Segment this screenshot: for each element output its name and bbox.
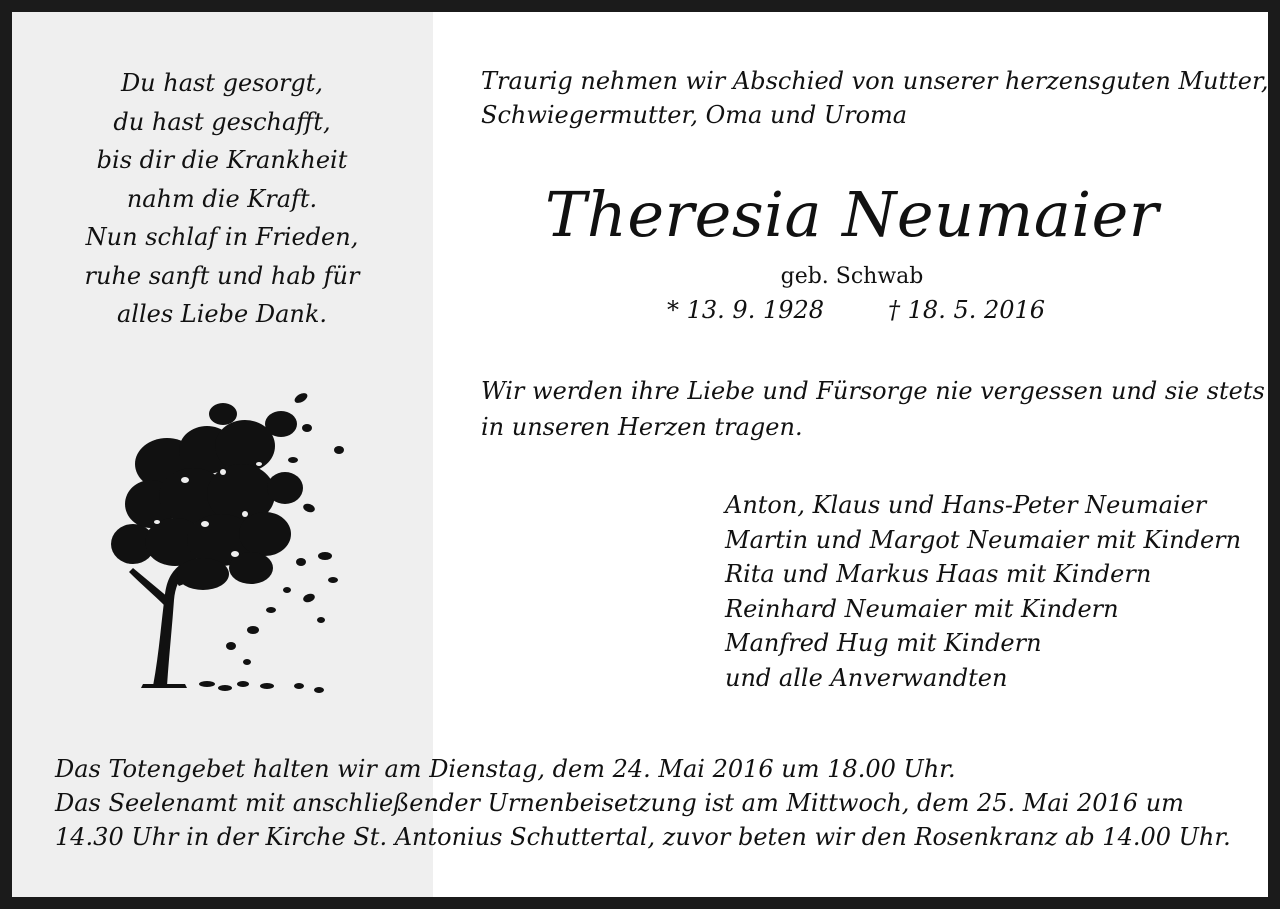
poem-line: Nun schlaf in Frieden, bbox=[85, 223, 359, 251]
poem-line: ruhe sanft und hab für bbox=[84, 261, 360, 290]
mourner: und alle Anverwandten bbox=[725, 663, 1008, 692]
deceased-name: Theresia Neumaier bbox=[545, 178, 1159, 251]
obituary-notice bbox=[12, 12, 1268, 897]
poem-line: alles Liebe Dank. bbox=[117, 300, 327, 328]
life-dates bbox=[667, 293, 1045, 327]
mourner: Rita und Markus Haas mit Kindern bbox=[725, 560, 1152, 588]
poem-line: bis dir die Krankheit bbox=[96, 146, 348, 174]
message-line: in unseren Herzen tragen. bbox=[481, 413, 803, 441]
intro-line: Schwiegermutter, Oma und Uroma bbox=[481, 101, 908, 129]
mourner: Anton, Klaus und Hans-Peter Neumaier bbox=[725, 491, 1207, 519]
mourners-list bbox=[725, 488, 1241, 695]
remembrance-message bbox=[481, 373, 1265, 445]
message-line: Wir werden ihre Liebe und Fürsorge nie vergessen und sie stets bbox=[481, 377, 1265, 405]
mourner: Martin und Margot Neumaier mit Kindern bbox=[725, 525, 1242, 554]
death-date: † 18. 5. 2016 bbox=[888, 296, 1046, 324]
mourner: Manfred Hug mit Kindern bbox=[725, 629, 1042, 657]
birth-date: * 13. 9. 1928 bbox=[667, 296, 825, 324]
intro-text bbox=[481, 64, 1268, 132]
service-line: Das Totengebet halten wir am Dienstag, dem 24. Mai 2016 um 18.00 Uhr. bbox=[55, 755, 956, 783]
tree-icon bbox=[95, 384, 345, 694]
service-details bbox=[55, 752, 1231, 854]
poem-line: nahm die Kraft. bbox=[126, 184, 318, 213]
mourner: Reinhard Neumaier mit Kindern bbox=[725, 594, 1119, 623]
poem-line: du hast geschafft, bbox=[113, 107, 331, 136]
maiden-name: geb. Schwab bbox=[780, 264, 924, 289]
service-line: Das Seelenamt mit anschließender Urnenbeisetzung ist am Mittwoch, dem 25. Mai 2016 um bbox=[55, 789, 1184, 817]
poem-line: Du hast gesorgt, bbox=[120, 69, 324, 97]
intro-line: Traurig nehmen wir Abschied von unserer herzensguten Mutter, bbox=[481, 67, 1269, 95]
service-line: 14.30 Uhr in der Kirche St. Antonius Schuttertal, zuvor beten wir den Rosenkranz ab 14.00 Uhr. bbox=[55, 823, 1231, 851]
poem bbox=[42, 64, 402, 334]
